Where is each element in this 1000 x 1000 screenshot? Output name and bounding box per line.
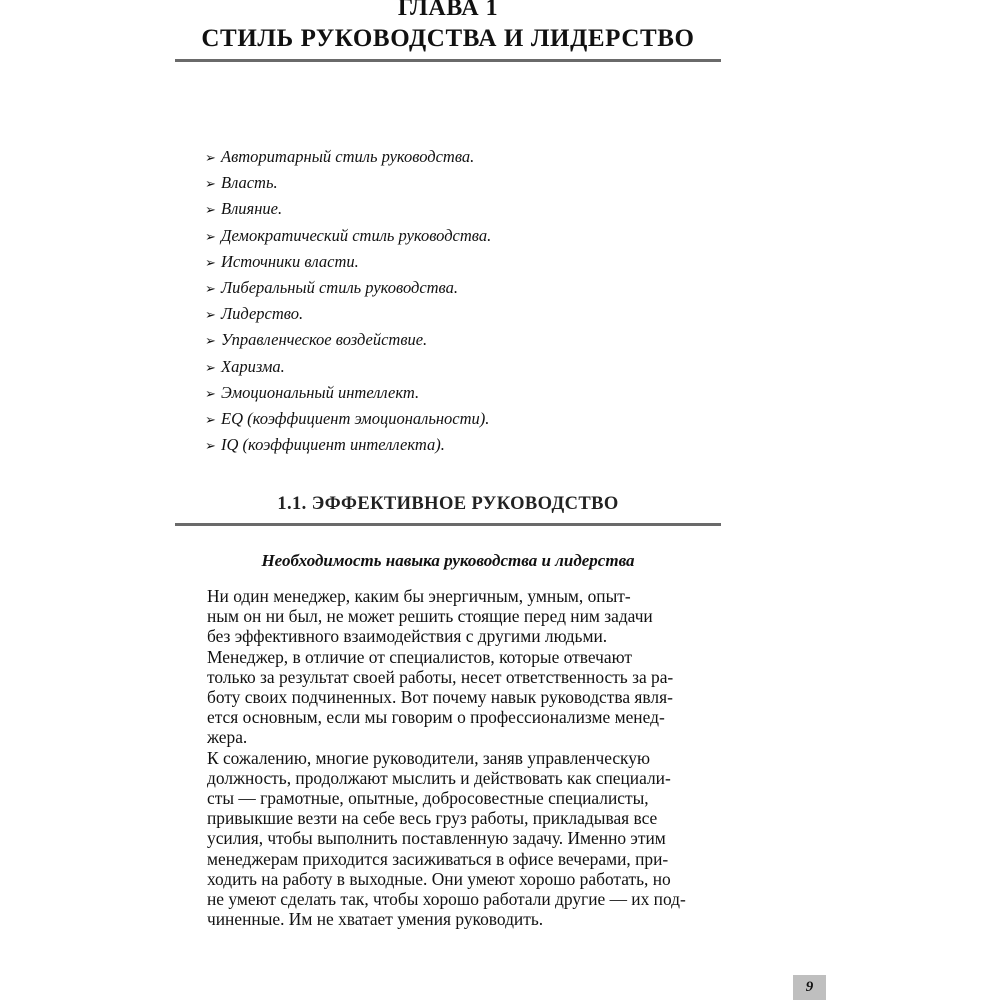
keyword-item bbox=[205, 303, 491, 329]
keyword-text: Власть. bbox=[221, 173, 278, 193]
paragraph bbox=[175, 586, 721, 647]
text-line: Ни один менеджер, каким бы энергичным, умным, опыт- bbox=[207, 586, 631, 606]
keyword-text: Управленческое воздействие. bbox=[221, 330, 428, 350]
keyword-item bbox=[205, 382, 491, 408]
arrow-bullet-icon: ➢ bbox=[205, 228, 216, 244]
text-line: сты — грамотные, опытные, добросовестные специалисты, bbox=[207, 788, 649, 809]
text-line: не умеют сделать так, чтобы хорошо работали другие — их под- bbox=[207, 889, 686, 910]
keyword-text: Влияние. bbox=[221, 199, 283, 219]
keyword-text: Авторитарный стиль руководства. bbox=[221, 147, 475, 166]
text-line: К сожалению, многие руководители, заняв управленческую bbox=[207, 747, 650, 768]
arrow-bullet-icon: ➢ bbox=[205, 411, 216, 427]
paragraph bbox=[175, 748, 721, 930]
arrow-bullet-icon: ➢ bbox=[205, 333, 216, 349]
keyword-text: IQ (коэффициент интеллекта). bbox=[221, 435, 445, 455]
keyword-item bbox=[205, 277, 491, 303]
arrow-bullet-icon: ➢ bbox=[205, 359, 216, 375]
text-line: привыкшие везти на себе весь груз работы, прикладывая все bbox=[207, 808, 658, 829]
arrow-bullet-icon: ➢ bbox=[205, 307, 216, 323]
arrow-bullet-icon: ➢ bbox=[205, 176, 216, 192]
arrow-bullet-icon: ➢ bbox=[205, 150, 216, 165]
text-line: ется основным, если мы говорим о профессионализме менед- bbox=[207, 707, 665, 728]
text-line: только за результат своей работы, несет ответственность за ра- bbox=[207, 666, 674, 687]
subsection-title: Необходимость навыка руководства и лидерства bbox=[261, 551, 635, 570]
text-line: Менеджер, в отличие от специалистов, которые отвечают bbox=[207, 646, 632, 667]
body-text bbox=[175, 586, 721, 929]
keyword-item bbox=[205, 251, 491, 277]
keyword-item bbox=[205, 198, 491, 224]
text-line: усилия, чтобы выполнить поставленную задачу. Именно этим bbox=[207, 828, 666, 849]
arrow-bullet-icon: ➢ bbox=[205, 385, 216, 401]
keyword-item bbox=[205, 225, 491, 251]
arrow-bullet-icon: ➢ bbox=[205, 202, 216, 218]
chapter-divider bbox=[175, 59, 721, 62]
keyword-text: EQ (коэффициент эмоциональности). bbox=[221, 408, 490, 428]
keyword-item bbox=[205, 172, 491, 198]
text-line: жера. bbox=[207, 727, 248, 748]
text-line: боту своих подчиненных. Вот почему навык руководства явля- bbox=[207, 687, 673, 708]
keyword-item bbox=[205, 356, 491, 382]
chapter-number: ГЛАВА 1 bbox=[397, 0, 499, 21]
text-line: чиненные. Им не хватает умения руководить. bbox=[207, 909, 544, 930]
text-line: должность, продолжают мыслить и действовать как специали- bbox=[207, 767, 671, 788]
section-title: 1.1. ЭФФЕКТИВНОЕ РУКОВОДСТВО bbox=[277, 494, 619, 514]
keywords-list bbox=[205, 146, 491, 460]
text-line: ходить на работу в выходные. Они умеют хорошо работать, но bbox=[207, 868, 671, 889]
arrow-bullet-icon: ➢ bbox=[205, 280, 216, 296]
text-line: менеджерам приходится засиживаться в офисе вечерами, при- bbox=[207, 848, 669, 869]
chapter-title: СТИЛЬ РУКОВОДСТВА И ЛИДЕРСТВО bbox=[201, 25, 695, 52]
arrow-bullet-icon: ➢ bbox=[205, 438, 216, 454]
keyword-text: Лидерство. bbox=[221, 304, 304, 324]
keyword-text: Источники власти. bbox=[221, 251, 359, 271]
paragraph bbox=[175, 647, 721, 748]
section-divider bbox=[175, 523, 721, 526]
keyword-text: Либеральный стиль руководства. bbox=[221, 277, 458, 297]
keyword-item bbox=[205, 146, 491, 172]
page-number: 9 bbox=[793, 975, 826, 1000]
text-line: без эффективного взаимодействия с другими людьми. bbox=[207, 626, 608, 647]
keyword-text: Харизма. bbox=[221, 356, 285, 376]
text-line: ным он ни был, не может решить стоящие перед ним задачи bbox=[207, 606, 653, 627]
keyword-item bbox=[205, 408, 491, 434]
keyword-item bbox=[205, 329, 491, 355]
keyword-text: Демократический стиль руководства. bbox=[221, 225, 492, 245]
arrow-bullet-icon: ➢ bbox=[205, 254, 216, 270]
keyword-item bbox=[205, 434, 491, 460]
keyword-text: Эмоциональный интеллект. bbox=[221, 382, 420, 402]
